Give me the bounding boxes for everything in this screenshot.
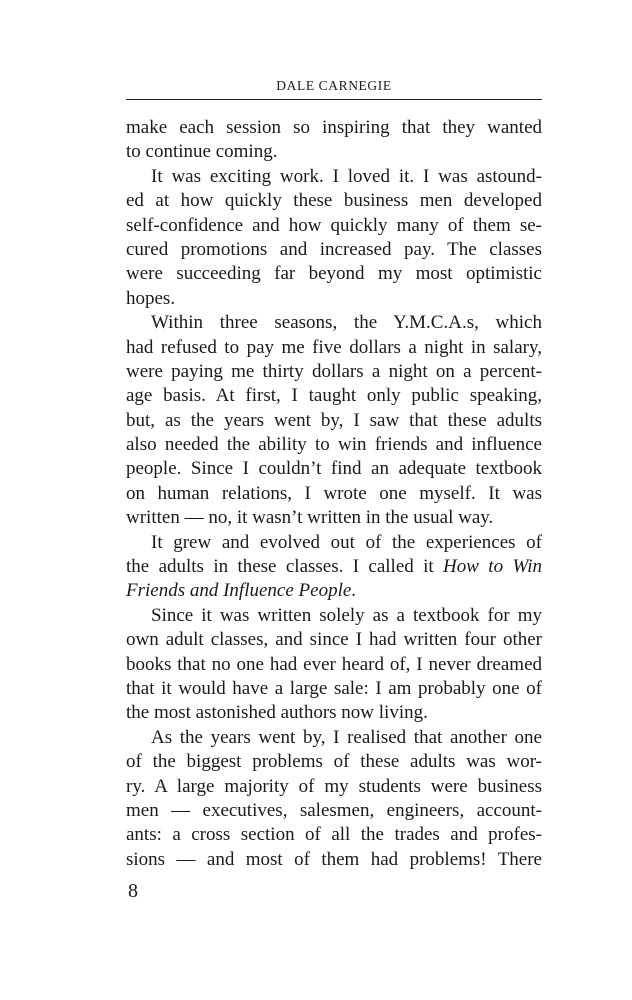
paragraph bbox=[126, 604, 542, 726]
header-rule bbox=[126, 99, 542, 100]
page-number: 8 bbox=[128, 880, 138, 902]
paragraph bbox=[126, 726, 542, 872]
text-line: men — executives, salesmen, engineers, account- bbox=[126, 799, 542, 821]
text-line: cured promotions and increased pay. The classes bbox=[126, 238, 542, 260]
text-segment: the adults in these classes. I called it bbox=[126, 556, 434, 578]
text-line: written — no, it wasn’t written in the usual way. bbox=[126, 507, 494, 529]
text-line: ry. A large majority of my students were business bbox=[126, 775, 542, 797]
text-line: but, as the years went by, I saw that these adults bbox=[126, 409, 542, 431]
book-title-part2: Friends and Influence People bbox=[126, 580, 352, 602]
text-segment: . bbox=[351, 580, 357, 602]
text-line: people. Since I couldn’t find an adequate textbook bbox=[126, 458, 542, 480]
text-line: that it would have a large sale: I am probably one of bbox=[126, 677, 542, 699]
text-line-with-title bbox=[126, 555, 542, 579]
paragraph bbox=[126, 116, 542, 165]
text-line-with-title bbox=[126, 579, 542, 603]
text-line: It was exciting work. I loved it. I was astound- bbox=[151, 165, 542, 187]
page-body bbox=[126, 116, 542, 872]
text-line: Since it was written solely as a textbook for my bbox=[151, 604, 542, 626]
text-line: hopes. bbox=[126, 287, 176, 309]
text-line: ants: a cross section of all the trades and profes- bbox=[126, 824, 542, 846]
running-header: DALE CARNEGIE bbox=[276, 78, 392, 93]
text-line: the most astonished authors now living. bbox=[126, 702, 428, 724]
text-line: were paying me thirty dollars a night on a percent- bbox=[126, 360, 542, 382]
text-line: sions — and most of them had problems! There bbox=[126, 848, 542, 870]
text-line: make each session so inspiring that they wanted bbox=[126, 117, 542, 138]
text-line: also needed the ability to win friends and influence bbox=[126, 434, 542, 456]
book-title-part1: How to Win bbox=[443, 556, 542, 578]
text-line: As the years went by, I realised that another one bbox=[151, 726, 542, 748]
text-line: Within three seasons, the Y.M.C.A.s, which bbox=[151, 312, 542, 334]
paragraph bbox=[126, 531, 542, 604]
text-line: were succeeding far beyond my most optimistic bbox=[126, 263, 542, 285]
paragraph bbox=[126, 311, 542, 531]
text-line: had refused to pay me five dollars a night in salary, bbox=[126, 336, 542, 358]
text-line: own adult classes, and since I had written four other bbox=[126, 629, 542, 651]
paragraph bbox=[126, 165, 542, 311]
text-line: books that no one had ever heard of, I never dreamed bbox=[126, 653, 542, 675]
text-line: on human relations, I wrote one myself. It was bbox=[126, 482, 542, 504]
text-line: self-confidence and how quickly many of them se- bbox=[126, 214, 542, 236]
text-line: to continue coming. bbox=[126, 141, 278, 163]
text-line: of the biggest problems of these adults was wor- bbox=[126, 751, 542, 773]
text-line: age basis. At first, I taught only public speaking, bbox=[126, 385, 542, 407]
text-line: ed at how quickly these business men developed bbox=[126, 190, 542, 212]
text-line: It grew and evolved out of the experiences of bbox=[151, 531, 542, 553]
